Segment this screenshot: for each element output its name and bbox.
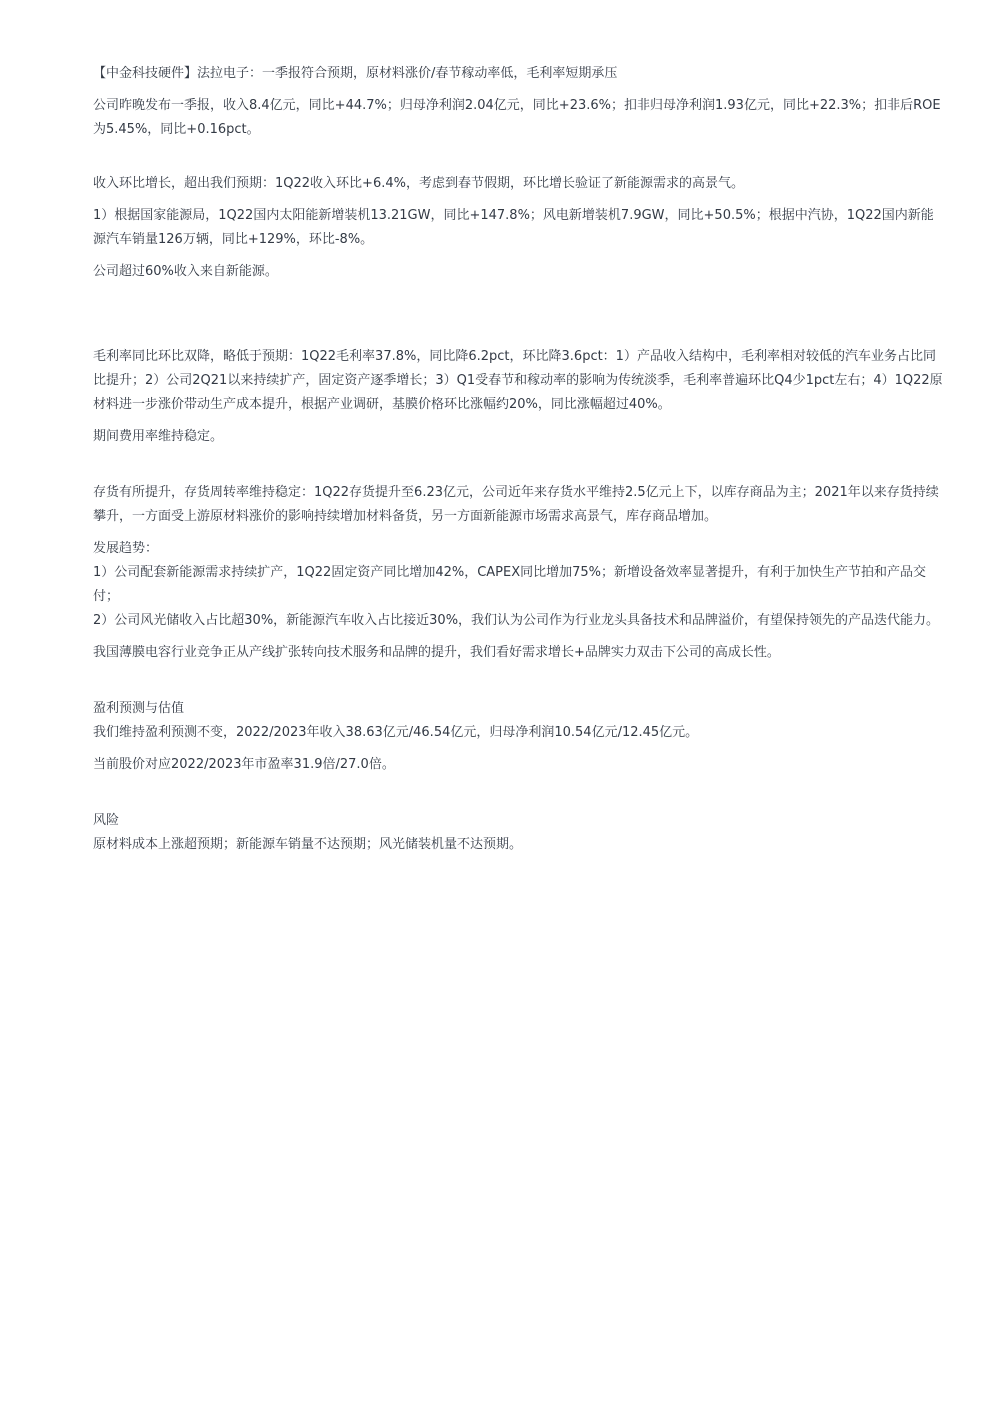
paragraph-industry-data: 1）根据国家能源局，1Q22国内太阳能新增装机13.21GW，同比+147.8%；风电新增装机7.9GW，同比+50.5%；根据中汽协，1Q22国内新能源汽车销量126万辆，同比+129%，环比-8%。 xyxy=(93,208,934,247)
paragraph-new-energy-share: 公司超过60%收入来自新能源。 xyxy=(93,264,278,279)
trend-heading: 发展趋势： xyxy=(93,541,159,556)
paragraph-gross-margin: 毛利率同比环比双降，略低于预期：1Q22毛利率37.8%，同比降6.2pct，环比降3.6pct：1）产品收入结构中，毛利率相对较低的汽车业务占比同比提升；2）公司2Q21以来持续扩产，固定资产逐季增长；3）Q1受春节和稼动率的影响为传统淡季，毛利率普遍环比Q4少1pct左右；4）1Q22原材料进一步涨价带动生产成本提升，根据产业调研，基膜价格环比涨幅约20%，同比涨幅超过40%。 xyxy=(93,349,943,412)
paragraph-revenue-growth: 收入环比增长，超出我们预期：1Q22收入环比+6.4%，考虑到春节假期，环比增长验证了新能源需求的高景气。 xyxy=(93,176,744,191)
paragraph-q1-results: 公司昨晚发布一季报，收入8.4亿元，同比+44.7%；归母净利润2.04亿元，同比+23.6%；扣非归母净利润1.93亿元，同比+22.3%；扣非后ROE为5.45%，同比+0.16pct。 xyxy=(93,98,941,137)
paragraph-risk: 原材料成本上涨超预期；新能源车销量不达预期；风光储装机量不达预期。 xyxy=(93,837,523,852)
trend-section xyxy=(93,537,943,633)
trend-item-2: 2）公司风光储收入占比超30%，新能源汽车收入占比接近30%，我们认为公司作为行业龙头具备技术和品牌溢价，有望保持领先的产品迭代能力。 xyxy=(93,613,940,628)
paragraph-expense-ratio: 期间费用率维持稳定。 xyxy=(93,429,224,444)
report-body xyxy=(93,62,943,857)
paragraph-industry-outlook: 我国薄膜电容行业竞争正从产线扩张转向技术服务和品牌的提升，我们看好需求增长+品牌实力双击下公司的高成长性。 xyxy=(93,645,780,660)
paragraph-forecast: 我们维持盈利预测不变，2022/2023年收入38.63亿元/46.54亿元，归母净利润10.54亿元/12.45亿元。 xyxy=(93,725,699,740)
paragraph-inventory: 存货有所提升，存货周转率维持稳定：1Q22存货提升至6.23亿元，公司近年来存货水平维持2.5亿元上下，以库存商品为主；2021年以来存货持续攀升，一方面受上游原材料涨价的影响持续增加材料备货，另一方面新能源市场需求高景气，库存商品增加。 xyxy=(93,485,939,524)
forecast-heading: 盈利预测与估值 xyxy=(93,701,185,716)
risk-section xyxy=(93,809,943,857)
report-title: 【中金科技硬件】法拉电子：一季报符合预期，原材料涨价/春节稼动率低，毛利率短期承压 xyxy=(93,66,618,81)
paragraph-valuation: 当前股价对应2022/2023年市盈率31.9倍/27.0倍。 xyxy=(93,757,395,772)
trend-item-1: 1）公司配套新能源需求持续扩产，1Q22固定资产同比增加42%，CAPEX同比增加75%；新增设备效率显著提升，有利于加快生产节拍和产品交付； xyxy=(93,565,927,604)
risk-heading: 风险 xyxy=(93,813,120,828)
forecast-section xyxy=(93,697,943,745)
